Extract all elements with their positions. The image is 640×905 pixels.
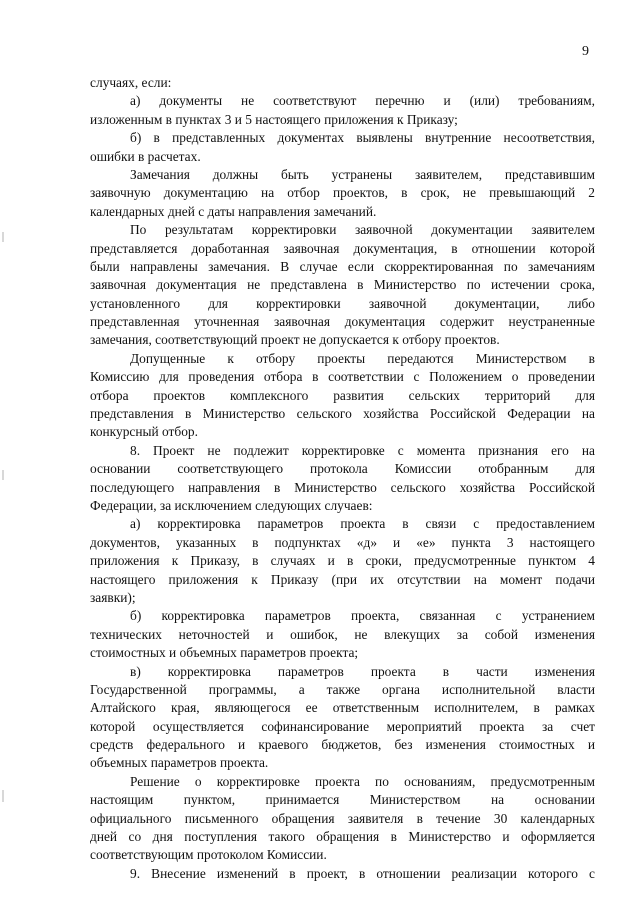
- text-line: Допущенные к отбору проекты передаются Министерством в: [130, 350, 595, 366]
- text-line: Государственной программы, а также органа исполнительной власти: [90, 681, 595, 697]
- text-line: б) в представленных документах выявлены внутренние несоответствия,: [130, 130, 595, 146]
- text-line: которой осуществляется софинансирование мероприятий проекта за счет: [90, 718, 595, 734]
- scan-margin-mark: [2, 232, 4, 242]
- text-line: календарных дней с даты направления замечаний.: [90, 203, 377, 219]
- text-line: документов, указанных в подпунктах «д» и «е» пункта 3 настоящего: [90, 534, 595, 550]
- text-line: представляется доработанная заявочная документация, в отношении которой: [90, 240, 595, 256]
- text-line: объемных параметров проекта.: [90, 755, 269, 771]
- text-line: 9. Внесение изменений в проект, в отношении реализации которого с: [130, 865, 595, 881]
- text-line: приложения к Приказу, в случаях и в сроки, предусмотренные пунктом 4: [90, 553, 595, 569]
- text-line: установленного для корректировки заявочной документации, либо: [90, 295, 595, 311]
- text-line: б) корректировка параметров проекта, связанная с устранением: [130, 608, 595, 624]
- page-number: 9: [582, 44, 589, 59]
- text-line: соответствующим протоколом Комиссии.: [90, 847, 327, 863]
- text-line: технических неточностей и ошибок, не влекущих за собой изменения: [90, 626, 595, 642]
- text-line: изложенным в пунктах 3 и 5 настоящего приложения к Приказу;: [90, 111, 458, 127]
- text-line: Федерации, за исключением следующих случаев:: [90, 497, 373, 513]
- text-line: а) документы не соответствуют перечню и (или) требованиям,: [130, 93, 595, 109]
- text-line: дней со дня поступления такого обращения в Министерство и оформляется: [90, 829, 595, 845]
- text-line: были направлены замечания. В случае если скорректированная по замечаниям: [90, 258, 595, 274]
- text-line: конкурсный отбор.: [90, 424, 198, 440]
- text-line: Замечания должны быть устранены заявителем, представившим: [130, 166, 595, 182]
- text-line: последующего направления в Министерство сельского хозяйства Российской: [90, 479, 595, 495]
- text-line: стоимостных и объемных параметров проекта;: [90, 645, 359, 661]
- text-line: заявки);: [90, 589, 136, 605]
- text-line: заявочную документацию на отбор проектов, в срок, не превышающий 2: [90, 185, 595, 201]
- text-line: настоящего приложения к Приказу (при их отсутствии на момент подачи: [90, 571, 595, 587]
- text-line: Комиссию для проведения отбора в соответствии с Положением о проведении: [90, 369, 595, 385]
- text-line: представленная уточненная заявочная документация содержит неустраненные: [90, 314, 595, 330]
- text-line: Решение о корректировке проекта по основаниям, предусмотренным: [130, 773, 595, 789]
- text-line: средств федерального и краевого бюджетов, без изменения стоимостных и: [90, 737, 595, 753]
- scan-margin-mark: [2, 470, 4, 480]
- text-line: в) корректировка параметров проекта в части изменения: [130, 663, 595, 679]
- text-line: Алтайского края, являющегося ее ответственным исполнителем, в рамках: [90, 700, 595, 716]
- text-line: заявочная документация не представлена в Министерство по истечении срока,: [90, 277, 595, 293]
- text-line: представления в Министерство сельского хозяйства Российской Федерации на: [90, 406, 595, 422]
- scan-margin-mark: [2, 790, 4, 802]
- body-text: [90, 74, 595, 883]
- text-line: По результатам корректировки заявочной документации заявителем: [130, 222, 595, 238]
- text-line: а) корректировка параметров проекта в связи с предоставлением: [130, 516, 595, 532]
- text-line: настоящим пунктом, принимается Министерством на основании: [90, 792, 595, 808]
- text-line: ошибки в расчетах.: [90, 148, 201, 164]
- text-line: случаях, если:: [90, 75, 172, 90]
- text-line: отбора проектов комплексного развития сельских территорий для: [90, 387, 595, 403]
- text-line: официального письменного обращения заявителя в течение 30 календарных: [90, 810, 595, 826]
- text-line: 8. Проект не подлежит корректировке с момента признания его на: [130, 442, 595, 458]
- text-line: основании соответствующего протокола Комиссии отобранным для: [90, 461, 595, 477]
- text-line: замечания, соответствующий проект не допускается к отбору проектов.: [90, 332, 500, 348]
